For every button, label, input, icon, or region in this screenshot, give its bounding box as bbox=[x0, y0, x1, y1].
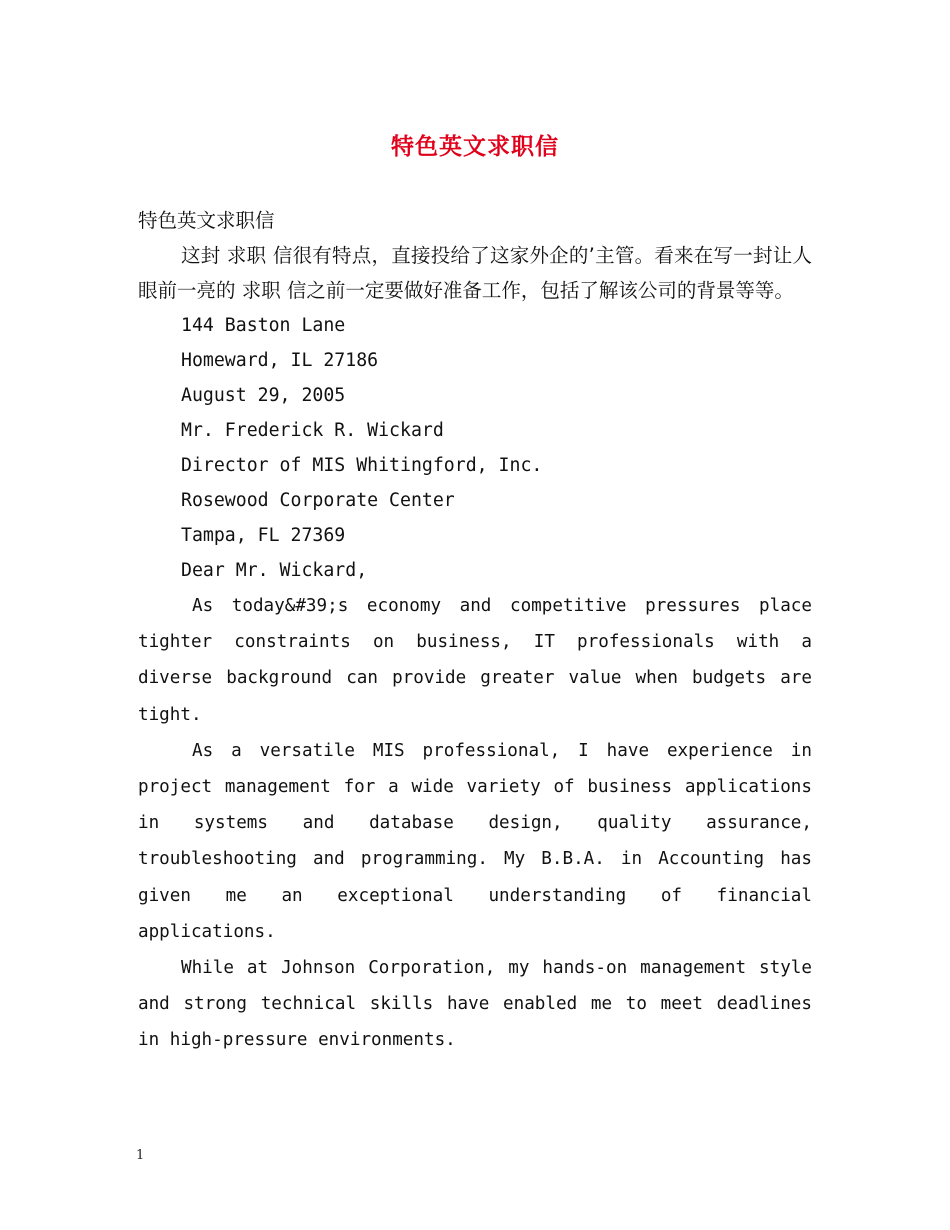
section-heading: 特色英文求职信 bbox=[138, 209, 275, 232]
recipient-title: Director of MIS Whitingford, Inc. bbox=[181, 455, 543, 476]
intro-paragraph: 这封 求职 信很有特点，直接投给了这家外企的’主管。看来在写一封让人眼前一亮的 求职 信之前一定要做好准备工作，包括了解该公司的背景等等。 bbox=[138, 244, 812, 302]
recipient-building: Rosewood Corporate Center bbox=[181, 490, 455, 511]
sender-city: Homeward, IL 27186 bbox=[181, 350, 379, 371]
address-block bbox=[138, 308, 812, 588]
recipient-name: Mr. Frederick R. Wickard bbox=[181, 420, 444, 441]
page-number: 1 bbox=[136, 1148, 145, 1163]
document-title: 特色英文求职信 bbox=[391, 133, 559, 160]
letter-paragraph: While at Johnson Corporation, my hands-on management style and strong technical skills have enabled me to meet deadlines in high-pressure environments. bbox=[138, 958, 812, 1051]
sender-street: 144 Baston Lane bbox=[181, 315, 346, 336]
document-body bbox=[138, 203, 812, 1059]
letter-date: August 29, 2005 bbox=[181, 385, 346, 406]
letter-paragraph: As a versatile MIS professional, I have experience in project management for a wide variety of business applications in systems and database design, quality assurance, troubleshooting and programming. My B.B.A. in Accounting has given me an exceptional understanding of financial applications. bbox=[138, 740, 812, 942]
recipient-city: Tampa, FL 27369 bbox=[181, 525, 346, 546]
letter-paragraph: As today&#39;s economy and competitive pressures place tighter constraints on business, IT professionals with a diverse background can provide greater value when budgets are tight. bbox=[138, 596, 812, 725]
salutation: Dear Mr. Wickard, bbox=[181, 560, 368, 581]
